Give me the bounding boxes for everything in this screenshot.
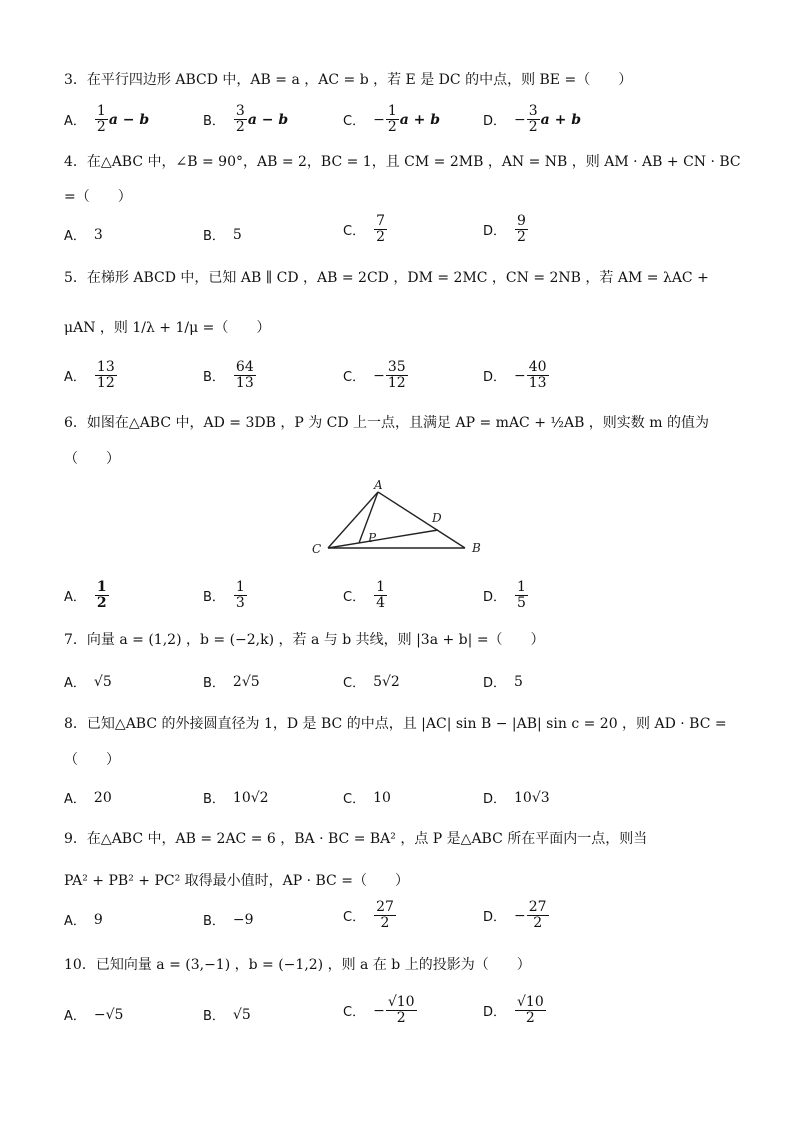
q3-option-d[interactable]: D． − $\frac{3}{2}$ a + b xyxy=(483,103,582,136)
fraction: $\frac{64}{13}$ xyxy=(235,359,254,392)
question-3-stem: 3．在平行四边形 ABCD 中，AB = a ，AC = b ，若 E 是 DC 的中点，则 BE =（ ） xyxy=(64,72,633,88)
question-4-stem: 4．在△ABC 中，∠B = 90°，AB = 2，BC = 1，且 CM = 2MB ，AN = NB ，则 AM · AB + CN · BC xyxy=(64,154,741,170)
q5-option-c[interactable]: C． − $\frac{35}{12}$ xyxy=(343,359,406,392)
q8-option-c[interactable]: C． 10 xyxy=(343,789,391,807)
fraction: $\frac{7}{2}$ xyxy=(376,213,385,246)
q10-option-b[interactable]: B． √5 xyxy=(203,1006,251,1024)
q3-option-c[interactable]: C． − $\frac{1}{2}$ a + b xyxy=(343,103,441,136)
fraction: $\frac{1}{3}$ xyxy=(235,579,245,612)
q4-option-b[interactable]: B． 5 xyxy=(203,226,242,244)
fraction: $\frac{3}{2}$ xyxy=(235,103,245,136)
q4-option-a[interactable]: A． 3 xyxy=(64,226,103,244)
question-7-stem: 7．向量 a = (1,2) ，b = (−2,k) ，若 a 与 b 共线，则 |3a + b| =（ ） xyxy=(64,632,545,648)
q5-option-a[interactable]: A． $\frac{13}{12}$ xyxy=(64,359,115,392)
fraction: $\frac{1}{4}$ xyxy=(376,579,385,612)
q7-option-c[interactable]: C． 5√2 xyxy=(343,673,400,691)
fraction: $\frac{27}{2}$ xyxy=(528,899,547,932)
q9-option-b[interactable]: B． −9 xyxy=(203,911,254,929)
question-9-stem: 9．在△ABC 中，AB = 2AC = 6 ，BA · BC = BA² ，点 P 是△ABC 所在平面内一点，则当 xyxy=(64,831,648,847)
q10-option-a[interactable]: A． −√5 xyxy=(64,1006,124,1024)
triangle-figure xyxy=(300,480,500,560)
label-p: P xyxy=(368,531,377,545)
label-d: D xyxy=(432,511,442,525)
q4-option-c[interactable]: C． $\frac{7}{2}$ xyxy=(343,213,385,246)
fraction: $\frac{√10}{2}$ xyxy=(387,994,415,1027)
q8-option-d[interactable]: D． 10√3 xyxy=(483,789,550,807)
question-6-stem-cont: （ ） xyxy=(64,451,120,467)
q10-option-c[interactable]: C． − $\frac{√10}{2}$ xyxy=(343,994,415,1027)
fraction: $\frac{35}{12}$ xyxy=(387,359,406,392)
q6-option-b[interactable]: B． $\frac{1}{3}$ xyxy=(203,579,245,612)
q7-option-b[interactable]: B． 2√5 xyxy=(203,673,260,691)
fraction: $\frac{9}{2}$ xyxy=(517,213,526,246)
q8-option-a[interactable]: A． 20 xyxy=(64,789,112,807)
question-4-stem-cont: =（ ） xyxy=(64,189,132,205)
label-c: C xyxy=(312,542,322,556)
fraction: $\frac{27}{2}$ xyxy=(376,899,394,932)
q9-option-d[interactable]: D． − $\frac{27}{2}$ xyxy=(483,899,547,932)
question-6-stem: 6．如图在△ABC 中，AD = 3DB ，P 为 CD 上一点，且满足 AP = mAC + ½AB ，则实数 m 的值为 xyxy=(64,415,709,431)
fraction: $\frac{40}{13}$ xyxy=(528,359,547,392)
question-5-stem-cont: μAN ，则 1/λ + 1/μ =（ ） xyxy=(64,320,271,336)
q7-option-a[interactable]: A． √5 xyxy=(64,673,112,691)
fraction: $\frac{√10}{2}$ xyxy=(517,994,544,1027)
question-8-stem-cont: （ ） xyxy=(64,752,120,768)
question-10-stem: 10．已知向量 a = (3,−1) ，b = (−1,2) ，则 a 在 b 上的投影为（ ） xyxy=(64,957,531,973)
q9-option-a[interactable]: A． 9 xyxy=(64,911,103,929)
q3-option-a[interactable]: A． $\frac{1}{2}$ a − b xyxy=(64,103,150,136)
q6-option-d[interactable]: D． $\frac{1}{5}$ xyxy=(483,579,526,612)
label-b: B xyxy=(472,541,481,555)
segment-cd xyxy=(328,530,438,548)
question-8-stem: 8．已知△ABC 的外接圆直径为 1，D 是 BC 的中点，且 |AC| sin B − |AB| sin c = 20 ，则 AD · BC = xyxy=(64,716,727,732)
q5-option-b[interactable]: B． $\frac{64}{13}$ xyxy=(203,359,254,392)
fraction: $\frac{3}{2}$ xyxy=(528,103,538,136)
fraction: $\frac{13}{12}$ xyxy=(96,359,115,392)
question-5-stem: 5．在梯形 ABCD 中，已知 AB ∥ CD ，AB = 2CD ，DM = 2MC ，CN = 2NB ，若 AM = λAC + xyxy=(64,270,709,286)
q5-option-d[interactable]: D． − $\frac{40}{13}$ xyxy=(483,359,547,392)
q8-option-b[interactable]: B． 10√2 xyxy=(203,789,269,807)
q7-option-d[interactable]: D． 5 xyxy=(483,673,523,691)
fraction: $\frac{1}{2}$ xyxy=(96,103,106,136)
fraction: $\frac{1}{5}$ xyxy=(517,579,526,612)
q6-option-a[interactable]: A． $\frac{1}{2}$ xyxy=(64,579,107,612)
fraction: $\frac{1}{2}$ xyxy=(96,579,107,612)
q9-option-c[interactable]: C． $\frac{27}{2}$ xyxy=(343,899,394,932)
fraction: $\frac{1}{2}$ xyxy=(387,103,397,136)
q10-option-d[interactable]: D． $\frac{√10}{2}$ xyxy=(483,994,544,1027)
segment-ab xyxy=(378,492,465,548)
q4-option-d[interactable]: D． $\frac{9}{2}$ xyxy=(483,213,526,246)
question-9-stem-cont: PA² + PB² + PC² 取得最小值时，AP · BC =（ ） xyxy=(64,873,409,889)
q6-option-c[interactable]: C． $\frac{1}{4}$ xyxy=(343,579,385,612)
q3-option-b[interactable]: B． $\frac{3}{2}$ a − b xyxy=(203,103,289,136)
label-a: A xyxy=(374,480,383,492)
